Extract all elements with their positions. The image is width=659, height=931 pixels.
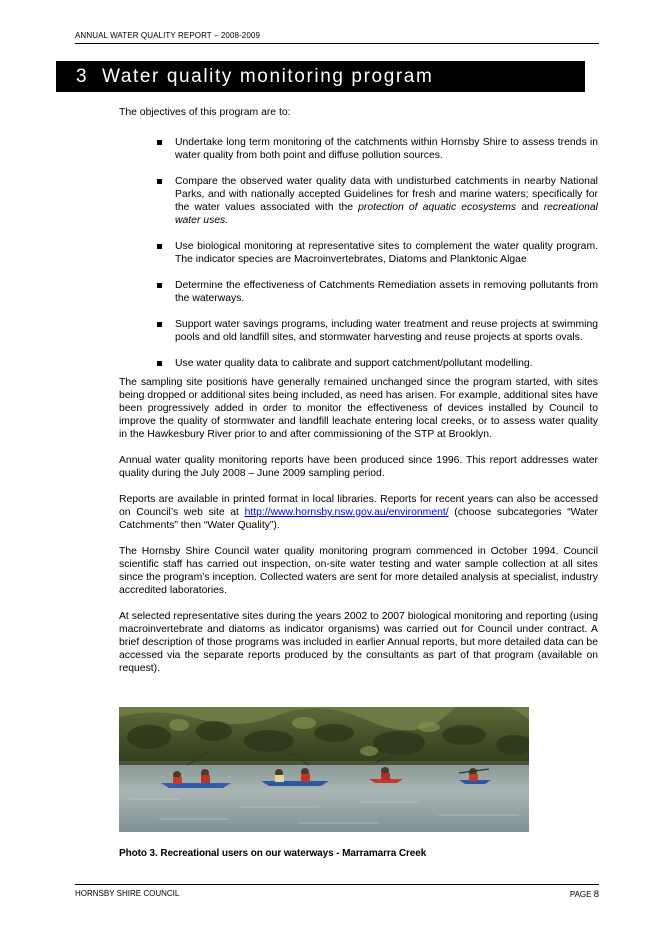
square-bullet-icon — [157, 140, 162, 145]
square-bullet-icon — [157, 361, 162, 366]
kayakers-photo — [119, 707, 529, 832]
list-item — [119, 136, 598, 162]
website-link[interactable]: http://www.hornsby.nsw.gov.au/environment/ — [244, 507, 449, 518]
page-footer — [75, 884, 599, 898]
emphasis-text: protection of aquatic ecosystems — [358, 202, 517, 213]
objectives-intro: The objectives of this program are to: — [119, 107, 291, 118]
page-number-value: 8 — [593, 889, 599, 900]
objective-text: Determine the effectiveness of Catchments Remediation assets in removing pollutants from the waterways. — [175, 280, 598, 304]
paragraph-text: (choose subcategories “Water Catchments” then “Water Quality”). — [119, 507, 598, 531]
list-item — [119, 357, 598, 370]
section-title: Water quality monitoring program — [102, 66, 434, 87]
page-number — [570, 889, 599, 900]
photo-caption: Photo 3. Recreational users on our waterways - Marramarra Creek — [119, 848, 427, 859]
objective-text: Undertake long term monitoring of the catchments within Hornsby Shire to assess trends in water quality from both point and diffuse pollution sources. — [175, 137, 598, 161]
running-header: ANNUAL WATER QUALITY REPORT – 2008-2009 — [75, 31, 599, 44]
paragraph-program-history: The Hornsby Shire Council water quality monitoring program commenced in October 1994. Council scientific staff has carried out inspection, on-site water testing and water sample collection at all sites since the program’s inception. Collected waters are sent for more detailed analysis at specialist, industry accredited laboratories. — [119, 546, 598, 596]
objective-text: and — [516, 202, 544, 213]
square-bullet-icon — [157, 244, 162, 249]
list-item — [119, 279, 598, 305]
objective-text: Compare the observed water quality data with undisturbed catchments in nearby National Parks, and with nationally accepted Guidelines for fresh and marine waters; specifically for the water values associated with the — [175, 176, 598, 213]
square-bullet-icon — [157, 179, 162, 184]
paragraph-availability — [119, 493, 598, 532]
page-label: PAGE — [569, 890, 594, 899]
square-bullet-icon — [157, 322, 162, 327]
objective-text: Use water quality data to calibrate and support catchment/pollutant modelling. — [175, 358, 533, 369]
objectives-list — [119, 136, 598, 370]
list-item — [119, 240, 598, 266]
paragraph-sampling-sites: The sampling site positions have generally remained unchanged since the program started, with sites being dropped or additional sites being included, as need has arisen. For example, additional sites have been progressively added in order to monitor the effectiveness of devices installed by Council to improve the quality of stormwater and landfill leachate entering local creeks, or to assess water quality in the Hawkesbury River prior to and after commissioning of the STP at Brooklyn. — [119, 377, 598, 440]
section-title-bar — [56, 61, 585, 92]
section-number: 3 — [76, 66, 89, 87]
paragraph-annual-reports: Annual water quality monitoring reports have been produced since 1996. This report addresses water quality during the July 2008 – June 2009 sampling period. — [119, 455, 598, 479]
paragraph-text: Reports are available in printed format in local libraries. Reports for recent years can also be accessed on Council’s web site at — [119, 494, 598, 518]
objective-text: Use biological monitoring at representative sites to complement the water quality program. The indicator species are Macroinvertebrates, Diatoms and Planktonic Algae — [175, 241, 598, 265]
list-item — [119, 175, 598, 227]
footer-organisation: HORNSBY SHIRE COUNCIL — [75, 889, 180, 898]
emphasis-text: recreational water uses. — [175, 202, 598, 226]
paragraph-biological-monitoring: At selected representative sites during the years 2002 to 2007 biological monitoring and reporting (using macroinvertebrate and diatoms as indicator organisms) was carried out for Council under contract. A brief description of those programs was included in earlier Annual reports, but more detailed data can be accessed via the separate reports produced by the consultants as part of that program (available on request). — [119, 611, 598, 674]
list-item — [119, 318, 598, 344]
objective-text: Support water savings programs, including water treatment and reuse projects at swimming pools and old landfill sites, and stormwater harvesting and reuse projects at sports ovals. — [175, 319, 598, 343]
square-bullet-icon — [157, 283, 162, 288]
body-content — [119, 106, 598, 688]
